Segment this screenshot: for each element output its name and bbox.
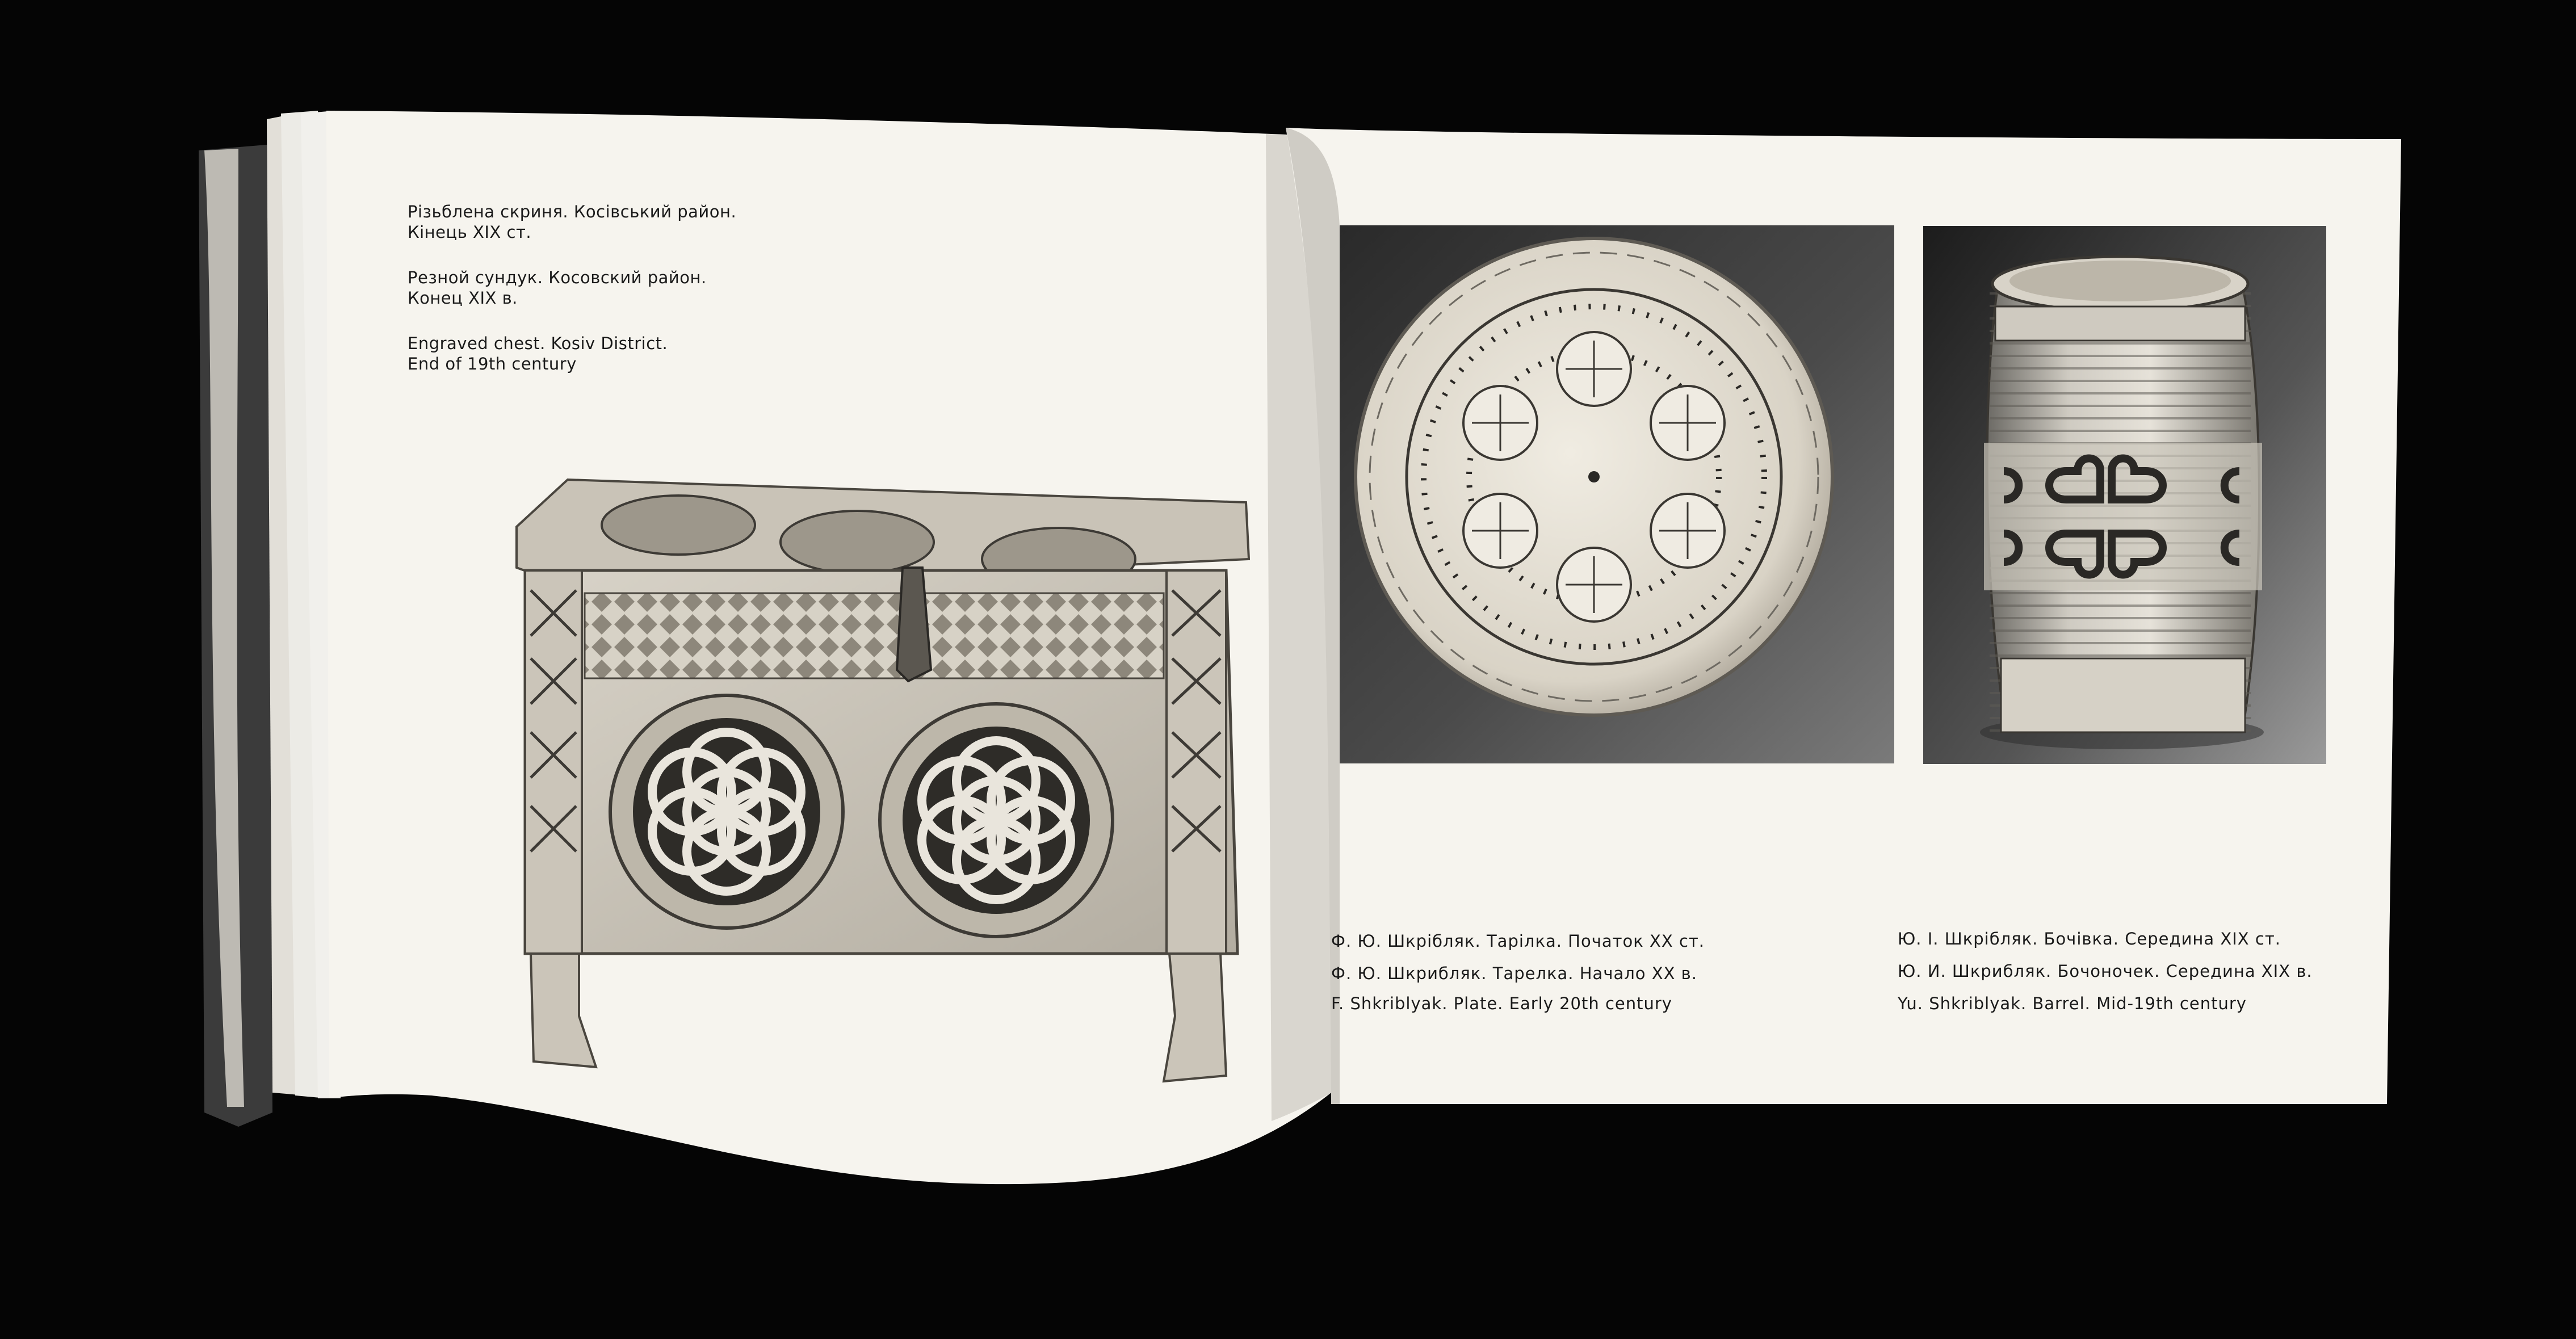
- caption-line: Резной сундук. Косовский район.: [408, 268, 707, 287]
- caption-line: Кінець XIX ст.: [408, 223, 532, 242]
- barrel-caption-russian: Ю. И. Шкрибляк. Бочоночек. Середина XIX в.: [1898, 962, 2313, 981]
- barrel-caption-ukrainian: Ю. І. Шкрібляк. Бочівка. Середина XIX ст.: [1898, 929, 2281, 948]
- chest-caption-english: [408, 333, 918, 374]
- plate-caption-ukrainian: Ф. Ю. Шкрібляк. Тарілка. Початок XX ст.: [1331, 931, 1705, 951]
- plate-caption-english: F. Shkriblyak. Plate. Early 20th century: [1331, 994, 1672, 1013]
- book-page-stack: [199, 111, 341, 1127]
- caption-line: Різьблена скриня. Косівський район.: [408, 202, 737, 221]
- chest-caption-ukrainian: [408, 202, 918, 242]
- carved-plate-photo: [1340, 225, 1894, 763]
- caption-line: Конец XIX в.: [408, 288, 518, 308]
- chest-caption-block: [408, 202, 918, 399]
- plate-caption-russian: Ф. Ю. Шкрибляк. Тарелка. Начало XX в.: [1331, 964, 1697, 983]
- chest-caption-russian: [408, 267, 918, 308]
- carved-barrel-photo: [1923, 226, 2326, 764]
- barrel-caption-english: Yu. Shkriblyak. Barrel. Mid-19th century: [1898, 994, 2247, 1013]
- caption-line: Engraved chest. Kosiv District.: [408, 334, 668, 353]
- caption-line: End of 19th century: [408, 354, 577, 373]
